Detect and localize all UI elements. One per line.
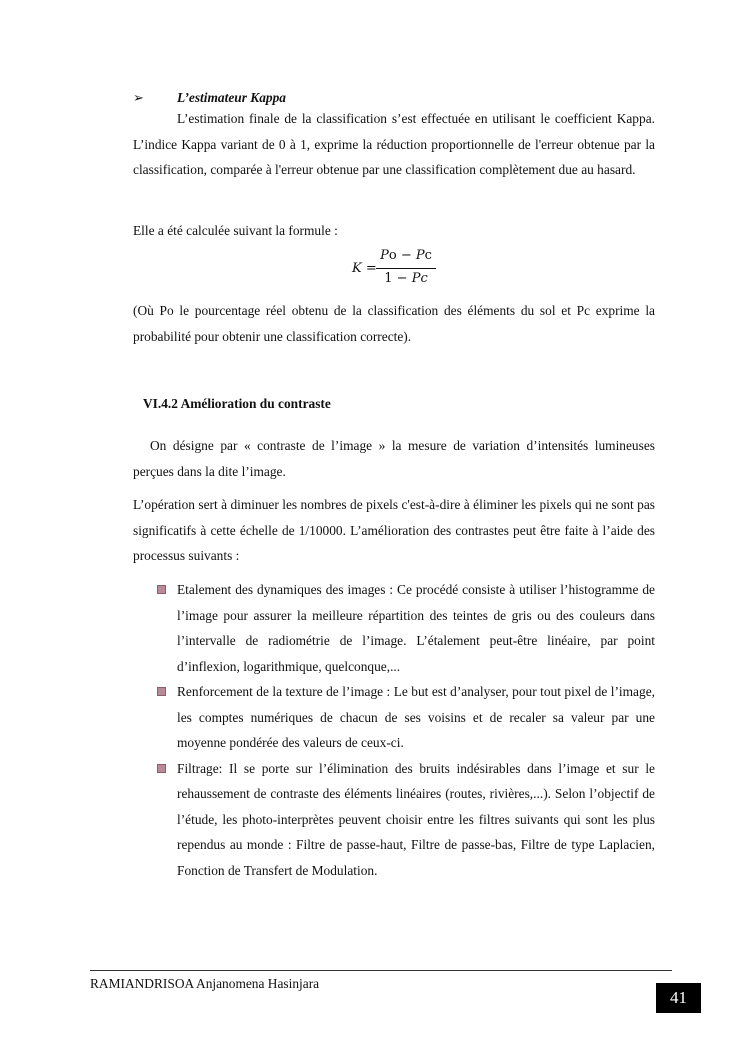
footer-divider xyxy=(90,970,672,971)
kappa-paragraph: L’estimation finale de la classification s’est effectuée en utilisant le coefficient Kappa. L’indice Kappa variant de 0 à 1, exprime la réduction proportionnelle de l'erreur obtenue par la classification, comparée à l'erreur obtenue par une classification complètement due au hasard. xyxy=(133,111,655,177)
formula-numerator: Po − Pc xyxy=(380,248,432,263)
list-item: Filtrage: Il se porte sur l’élimination des bruits indésirables dans l’image et sur le rehaussement de contraste des éléments linéaires (routes, rivières,...). Selon l’objectif de l’étude, les photo-interprètes peuvent choisir entre les filtres suivants qui sont les plus rependus au monde : Filtre de passe-haut, Filtre de passe-bas, Filtre de type Laplacien, Fonction de Transfert de Modulation. xyxy=(133,756,655,884)
formula-intro: Elle a été calculée suivant la formule : xyxy=(133,223,338,238)
page-number: 41 xyxy=(656,983,701,1013)
square-bullet-icon xyxy=(157,687,166,696)
list-item: Etalement des dynamiques des images : Ce procédé consiste à utiliser l’histogramme de l’image pour assurer la meilleure répartition des teintes de gris ou des couleurs dans l’intervalle de radiométrie de l’image. L’étalement peut-être linéaire, par point d’inflexion, logarithmique, quelconque,... xyxy=(133,577,655,679)
formula-explanation: (Où Po le pourcentage réel obtenu de la classification des éléments du sol et Pc exprime la probabilité pour obtenir une classification correcte). xyxy=(133,303,655,344)
kappa-formula xyxy=(352,248,442,292)
contrast-definition: On désigne par « contraste de l’image » la mesure de variation d’intensités lumineuses perçues dans la dite l’image. xyxy=(133,438,655,479)
arrow-bullet-icon: ➢ xyxy=(133,90,144,105)
list-item: Renforcement de la texture de l’image : Le but est d’analyser, pour tout pixel de l’image, les comptes numériques de chacun de ses voisins et de recaler sa valeur par une moyenne pondérée des valeurs de ceux-ci. xyxy=(133,679,655,756)
square-bullet-icon xyxy=(157,585,166,594)
section-title: VI.4.2 Amélioration du contraste xyxy=(143,396,331,411)
fraction-bar xyxy=(376,268,436,269)
formula-denominator: 1 − Pc xyxy=(384,271,428,286)
footer-author: RAMIANDRISOA Anjanomena Hasinjara xyxy=(90,976,320,991)
square-bullet-icon xyxy=(157,764,166,773)
kappa-heading: L’estimateur Kappa xyxy=(177,90,286,105)
contrast-operation: L’opération sert à diminuer les nombres de pixels c'est-à-dire à éliminer les pixels qui ne sont pas significatifs à cette échelle de 1/10000. L’amélioration des contrastes peut être faite à l’aide des processus suivants : xyxy=(133,497,655,563)
process-list xyxy=(133,577,655,883)
formula-lhs: K = xyxy=(352,261,377,276)
